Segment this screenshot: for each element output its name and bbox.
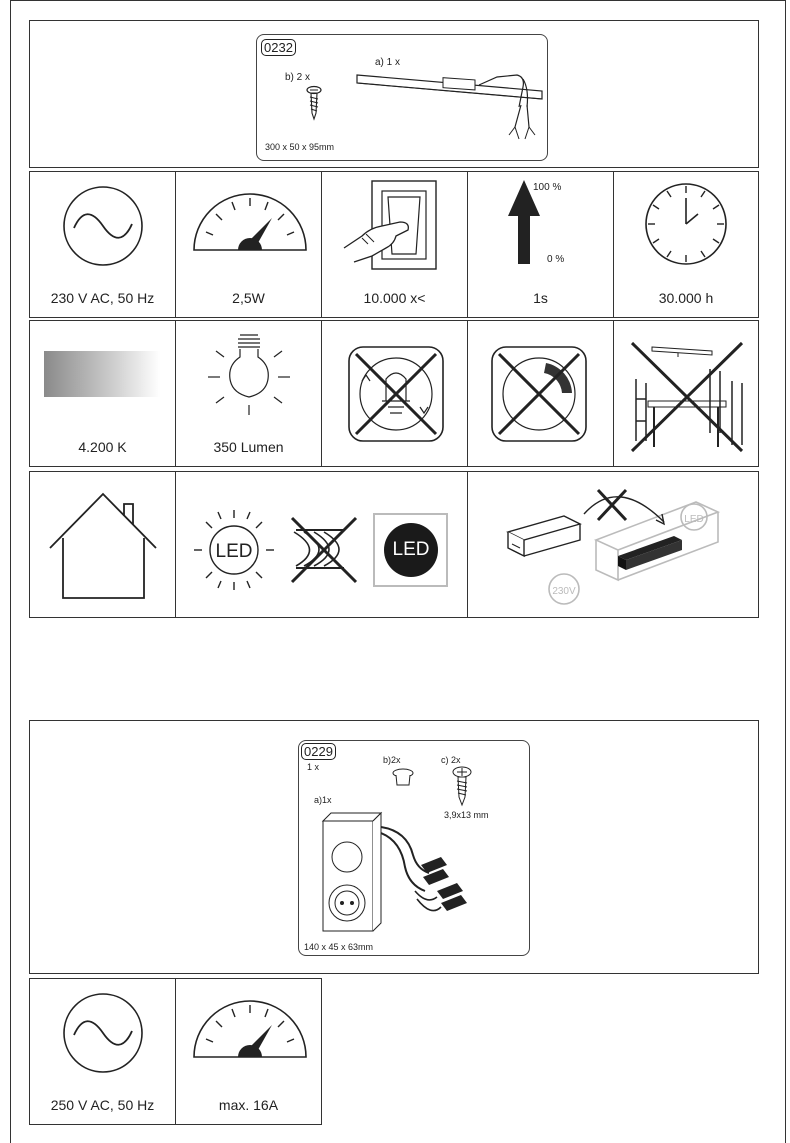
product-0232-panel — [29, 20, 759, 168]
spec-cell-voltage — [29, 171, 176, 318]
color-temp-label: 4.200 K — [78, 439, 127, 455]
clock-icon — [614, 172, 760, 292]
power-gauge-icon — [176, 172, 323, 292]
no-halogen-icon — [284, 472, 374, 619]
spec-cell-driver-replacement — [467, 471, 759, 618]
screw-icon — [299, 85, 329, 125]
product-code-qty: 1 x — [307, 762, 320, 772]
no-dining-table-icon — [614, 321, 760, 468]
spec-cell-lifetime — [613, 171, 759, 318]
part-c-label: c) 2x — [441, 755, 461, 765]
spec-cell-led — [175, 471, 468, 618]
product-code: 0232 — [261, 39, 296, 56]
led-sun-icon — [176, 472, 286, 619]
spec-cell-power — [175, 171, 322, 318]
current-label: max. 16A — [218, 1097, 279, 1113]
product-0229-card — [298, 740, 530, 956]
driver-led-text: LED — [684, 514, 704, 525]
product-0229-panel — [29, 720, 759, 974]
spec-cell-indoor — [29, 471, 176, 618]
lumen-label: 350 Lumen — [213, 439, 284, 455]
lifetime-label: 30.000 h — [658, 290, 714, 306]
screw-size-label: 3,9x13 mm — [444, 810, 489, 820]
cap-icon — [391, 767, 415, 789]
spec-cell-color-temp — [29, 320, 176, 467]
product-dimensions: 300 x 50 x 95mm — [265, 142, 335, 152]
voltage-label: 230 V AC, 50 Hz — [50, 290, 155, 306]
spec-cell-startup — [467, 171, 614, 318]
not-dimmable-icon — [468, 321, 615, 468]
indoor-use-house-icon — [30, 472, 177, 619]
led-sun-text: LED — [215, 541, 253, 562]
product-code: 0229 — [301, 743, 336, 760]
part-a-label: a) 1 x — [375, 57, 401, 68]
spec-cell-no-table — [613, 320, 759, 467]
wall-lamp-drawing — [347, 47, 547, 157]
led-badge-text: LED — [392, 539, 430, 560]
spec-cell-not-dimmable — [467, 320, 614, 467]
ac-wave-icon — [30, 979, 177, 1099]
power-label: 2,5W — [232, 290, 265, 306]
voltage-label: 250 V AC, 50 Hz — [50, 1097, 155, 1113]
part-b-label: b)2x — [383, 755, 401, 765]
startup-top-label: 100 % — [533, 182, 562, 193]
ac-wave-icon — [30, 172, 177, 292]
color-temperature-gradient — [44, 351, 160, 397]
startup-label: 1s — [533, 290, 548, 306]
screw-icon — [447, 765, 477, 809]
spec-cell-lumen — [175, 320, 322, 467]
spec-cell-switch-cycles — [321, 171, 468, 318]
part-b-label: b) 2 x — [285, 72, 311, 83]
spec-cell-voltage-2 — [29, 978, 176, 1125]
led-badge — [384, 523, 438, 577]
driver-voltage-text: 230V — [552, 586, 576, 597]
product-0232-card — [256, 34, 548, 161]
spec-cell-no-replacement — [321, 320, 468, 467]
no-bulb-replacement-icon — [322, 321, 469, 468]
led-badge-frame — [373, 513, 448, 587]
current-gauge-icon — [176, 979, 323, 1099]
spec-cell-current — [175, 978, 322, 1125]
switch-cycles-label: 10.000 x< — [363, 290, 426, 306]
part-a-label: a)1x — [314, 795, 332, 805]
light-bulb-icon — [176, 321, 323, 441]
product-dimensions: 140 x 45 x 63mm — [304, 942, 374, 952]
startup-bottom-label: 0 % — [547, 254, 565, 265]
driver-replacement-icon — [468, 472, 760, 619]
socket-box-drawing — [317, 807, 517, 937]
switch-cycles-icon — [322, 172, 469, 292]
